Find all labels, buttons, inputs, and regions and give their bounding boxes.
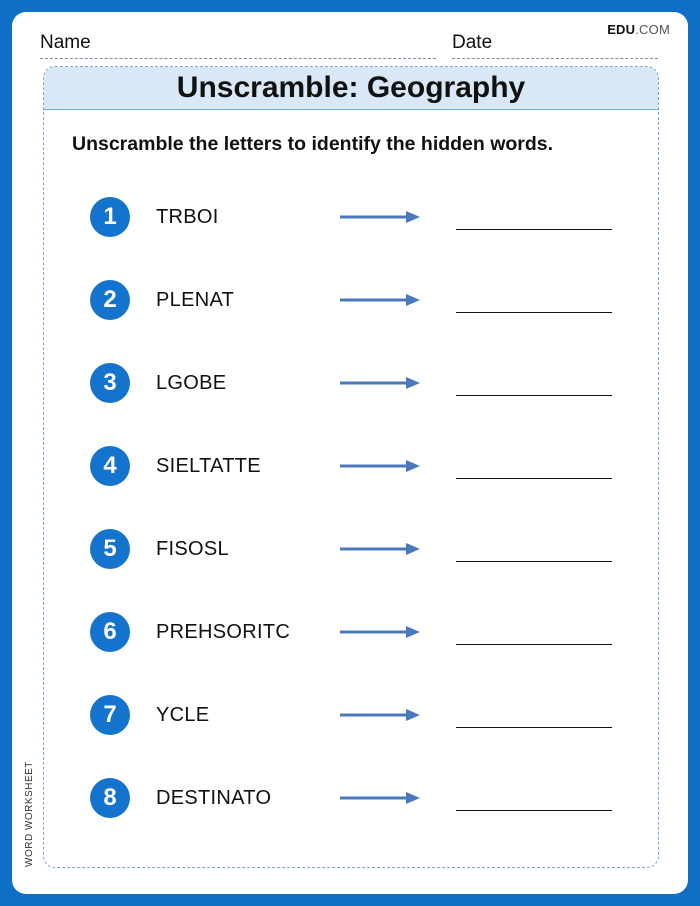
number-badge: 3: [90, 363, 130, 403]
answer-line[interactable]: [456, 561, 612, 562]
worksheet-page: [12, 12, 688, 894]
date-label: Date: [452, 32, 493, 53]
list-item-5: [44, 529, 658, 573]
worksheet-title: Unscramble: Geography: [176, 71, 526, 104]
right-arrow-icon: [340, 458, 420, 474]
number-badge: 6: [90, 612, 130, 652]
scrambled-word: TRBOI: [156, 206, 219, 228]
instruction-text: Unscramble the letters to identify the hidden words.: [72, 133, 554, 155]
answer-line[interactable]: [456, 395, 612, 396]
right-arrow-icon: [340, 209, 420, 225]
right-arrow-icon: [340, 541, 420, 557]
scrambled-word: PREHSORITC: [156, 621, 291, 643]
answer-line[interactable]: [456, 478, 612, 479]
scrambled-word: LGOBE: [156, 372, 227, 394]
right-arrow-icon: [340, 375, 420, 391]
list-item-6: [44, 612, 658, 656]
scrambled-word: SIELTATTE: [156, 455, 261, 477]
list-item-1: [44, 197, 658, 241]
number-badge: 7: [90, 695, 130, 735]
scrambled-word: DESTINATO: [156, 787, 272, 809]
name-label: Name: [40, 32, 91, 53]
side-label: WORD WORKSHEET: [24, 761, 35, 867]
list-item-2: [44, 280, 658, 324]
answer-line[interactable]: [456, 727, 612, 728]
name-date-row: [40, 32, 658, 58]
scrambled-word: YCLE: [156, 704, 210, 726]
list-item-7: [44, 695, 658, 739]
date-line: [452, 58, 658, 59]
number-badge: 4: [90, 446, 130, 486]
brand-logo: EDU.COM: [607, 22, 670, 37]
number-badge: 1: [90, 197, 130, 237]
number-badge: 8: [90, 778, 130, 818]
number-badge: 5: [90, 529, 130, 569]
list-item-4: [44, 446, 658, 490]
list-item-8: [44, 778, 658, 822]
name-line: [40, 58, 436, 59]
scrambled-word: FISOSL: [156, 538, 229, 560]
answer-line[interactable]: [456, 312, 612, 313]
right-arrow-icon: [340, 624, 420, 640]
right-arrow-icon: [340, 292, 420, 308]
scrambled-word: PLENAT: [156, 289, 235, 311]
number-badge: 2: [90, 280, 130, 320]
exercise-panel: [43, 66, 659, 868]
right-arrow-icon: [340, 707, 420, 723]
list-item-3: [44, 363, 658, 407]
answer-line[interactable]: [456, 810, 612, 811]
answer-line[interactable]: [456, 229, 612, 230]
title-band: [44, 67, 658, 110]
answer-line[interactable]: [456, 644, 612, 645]
right-arrow-icon: [340, 790, 420, 806]
